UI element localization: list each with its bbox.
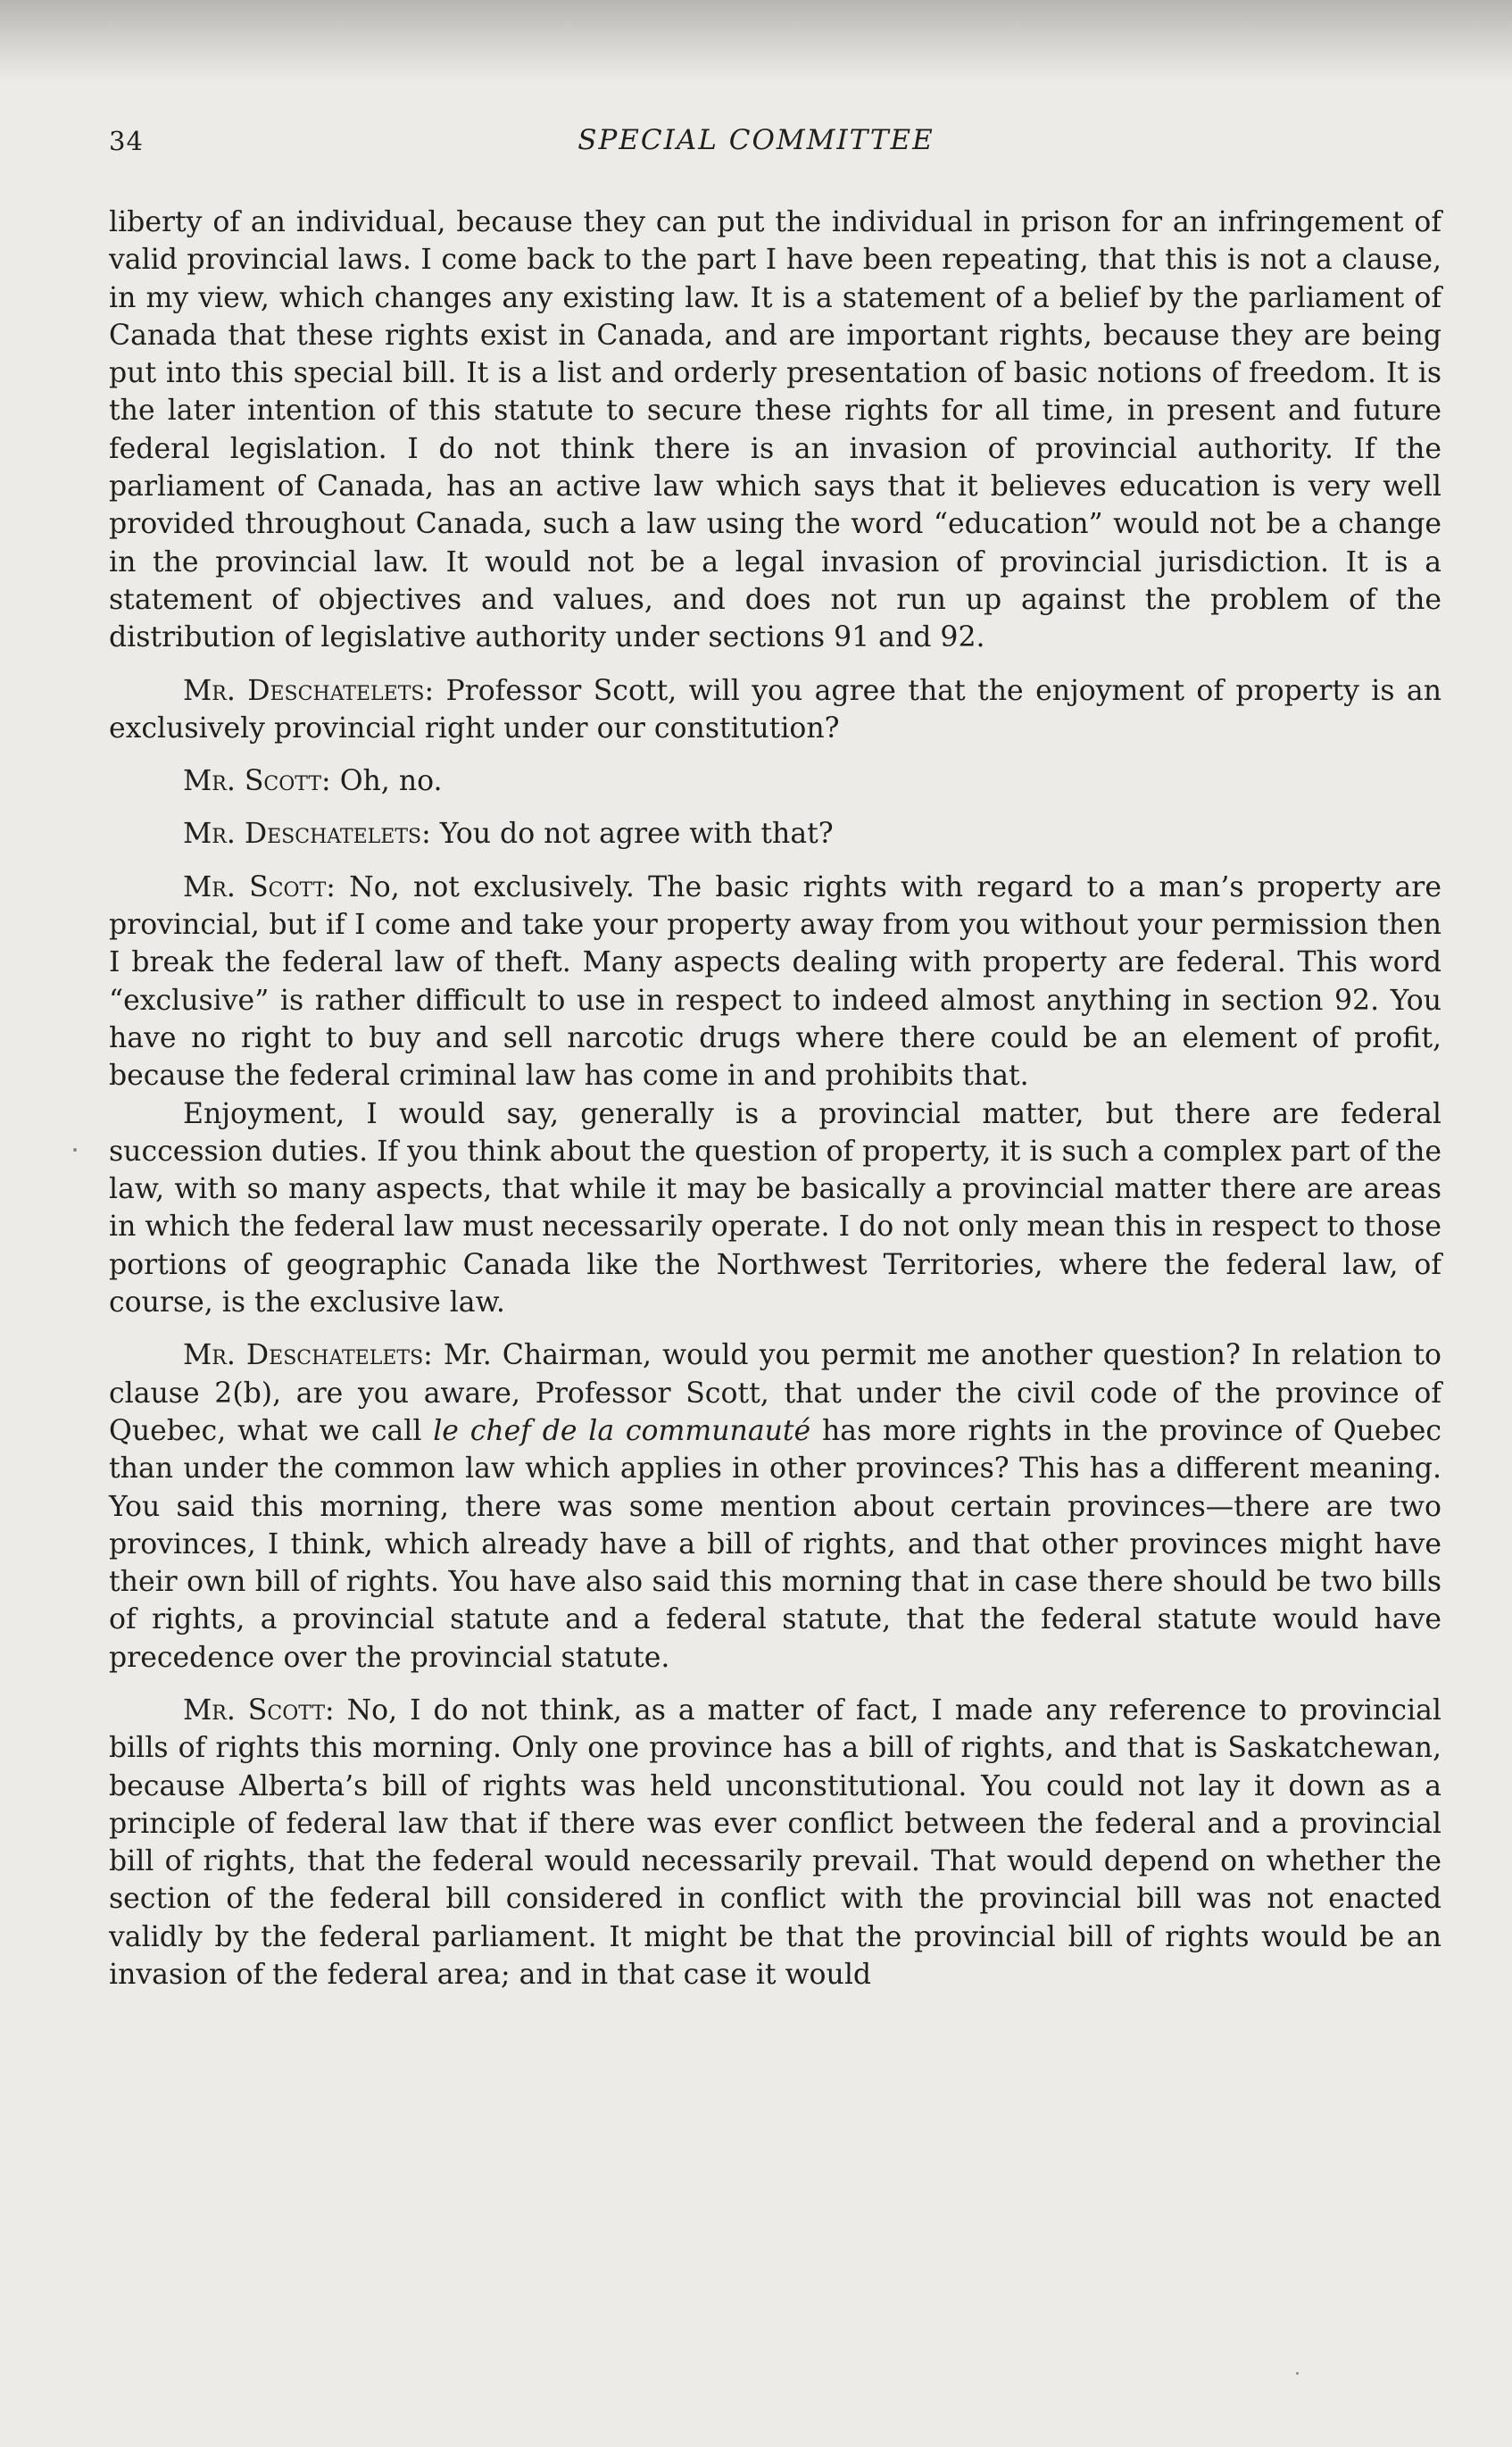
paragraph-text: Enjoyment, I would say, generally is a provincial matter, but there are federal succession duties. If you think about the question of property, it is such a complex part of the law, with so many aspects, that while it may be basically a provincial matter there are areas in which the federal law must necessarily operate. I do not only mean this in respect to those portions of geographic Canada like the Northwest Territories, where the federal law, of course, is the exclusive law. <box>109 1097 1441 1319</box>
paragraph <box>109 1692 1441 1993</box>
paragraph <box>109 672 1441 748</box>
speaker-name: Mr. Deschatelets: <box>183 674 435 707</box>
paragraph-text: You do not agree with that? <box>439 818 834 851</box>
paper-speck <box>73 1148 77 1152</box>
speaker-name: Mr. Scott: <box>183 765 331 798</box>
paragraph-text: Oh, no. <box>339 765 443 798</box>
paragraph-text: No, not exclusively. The basic rights with regard to a man’s property are provincial, but if I come and take your property away from you without your permission then I break the federal law of theft. Many aspects dealing with property are federal. This word “exclusive” is rather difficult to use in respect to indeed almost anything in section 92. You have no right to buy and sell narcotic drugs where there could be an element of profit, because the federal criminal law has come in and prohibits that. <box>109 870 1441 1093</box>
page-top-shadow <box>0 0 1512 82</box>
paragraph <box>109 815 1441 853</box>
paragraph <box>109 1336 1441 1677</box>
paragraph <box>109 1095 1441 1322</box>
paragraph-text: Mr. Chairman, would you permit me another question? In relation to clause 2(b), are you aware, Professor Scott, that under the civil code of the province of Quebec, what we call <box>109 1339 1441 1447</box>
italic-term: le chef de la communauté <box>433 1414 811 1447</box>
page-number: 34 <box>109 126 144 156</box>
running-head: SPECIAL COMMITTEE <box>577 124 935 156</box>
paragraph-text: No, I do not think, as a matter of fact, I made any reference to provincial bills of rights this morning. Only one province has a bill of rights, and that is Saskatchewan, because Alberta’s bill of rights was held unconstitutional. You could not lay it down as a principle of federal law that if there was ever conflict between the federal and a provincial bill of rights, that the federal would necessarily prevail. That would depend on whether the section of the federal bill considered in conflict with the provincial bill was not enacted validly by the federal parliament. It might be that the provincial bill of rights would be an invasion of the federal area; and in that case it would <box>109 1694 1441 1992</box>
paragraph-text: has more rights in the province of Quebec than under the common law which applies in other provinces? This has a different meaning. You said this morning, there was some mention about certain provinces—there are two provinces, I think, which already have a bill of rights, and that other provinces might have their own bill of rights. You have also said this morning that in case there should be two bills of rights, a provincial statute and a federal statute, that the federal statute would have precedence over the provincial statute. <box>109 1414 1442 1674</box>
paragraph-text: liberty of an individual, because they can put the individual in prison for an infringement of valid provincial laws. I come back to the part I have been repeating, that this is not a clause, in my view, which changes any existing law. It is a statement of a belief by the parliament of Canada that these rights exist in Canada, and are important rights, because they are being put into this special bill. It is a list and orderly presentation of basic notions of freedom. It is the later intention of this statute to secure these rights for all time, in present and future federal legislation. I do not think there is an invasion of provincial authority. If the parliament of Canada, has an active law which says that it believes education is very well provided throughout Canada, such a law using the word “education” would not be a change in the provincial law. It would not be a legal invasion of provincial jurisdiction. It is a statement of objectives and values, and does not run up against the problem of the distribution of legislative authority under sections 91 and 92. <box>109 206 1441 654</box>
body-text <box>109 204 1441 2009</box>
speaker-name: Mr. Scott: <box>183 1694 335 1727</box>
speaker-name: Mr. Deschatelets: <box>183 818 431 851</box>
paragraph-text: Professor Scott, will you agree that the enjoyment of property is an exclusively provincial right under our constitution? <box>109 674 1441 745</box>
paragraph <box>109 204 1441 657</box>
speaker-name: Mr. Scott: <box>183 870 336 903</box>
paragraph <box>109 869 1441 1095</box>
paper-speck <box>1296 2372 1299 2375</box>
paragraph <box>109 762 1441 800</box>
speaker-name: Mr. Deschatelets: <box>183 1339 433 1372</box>
